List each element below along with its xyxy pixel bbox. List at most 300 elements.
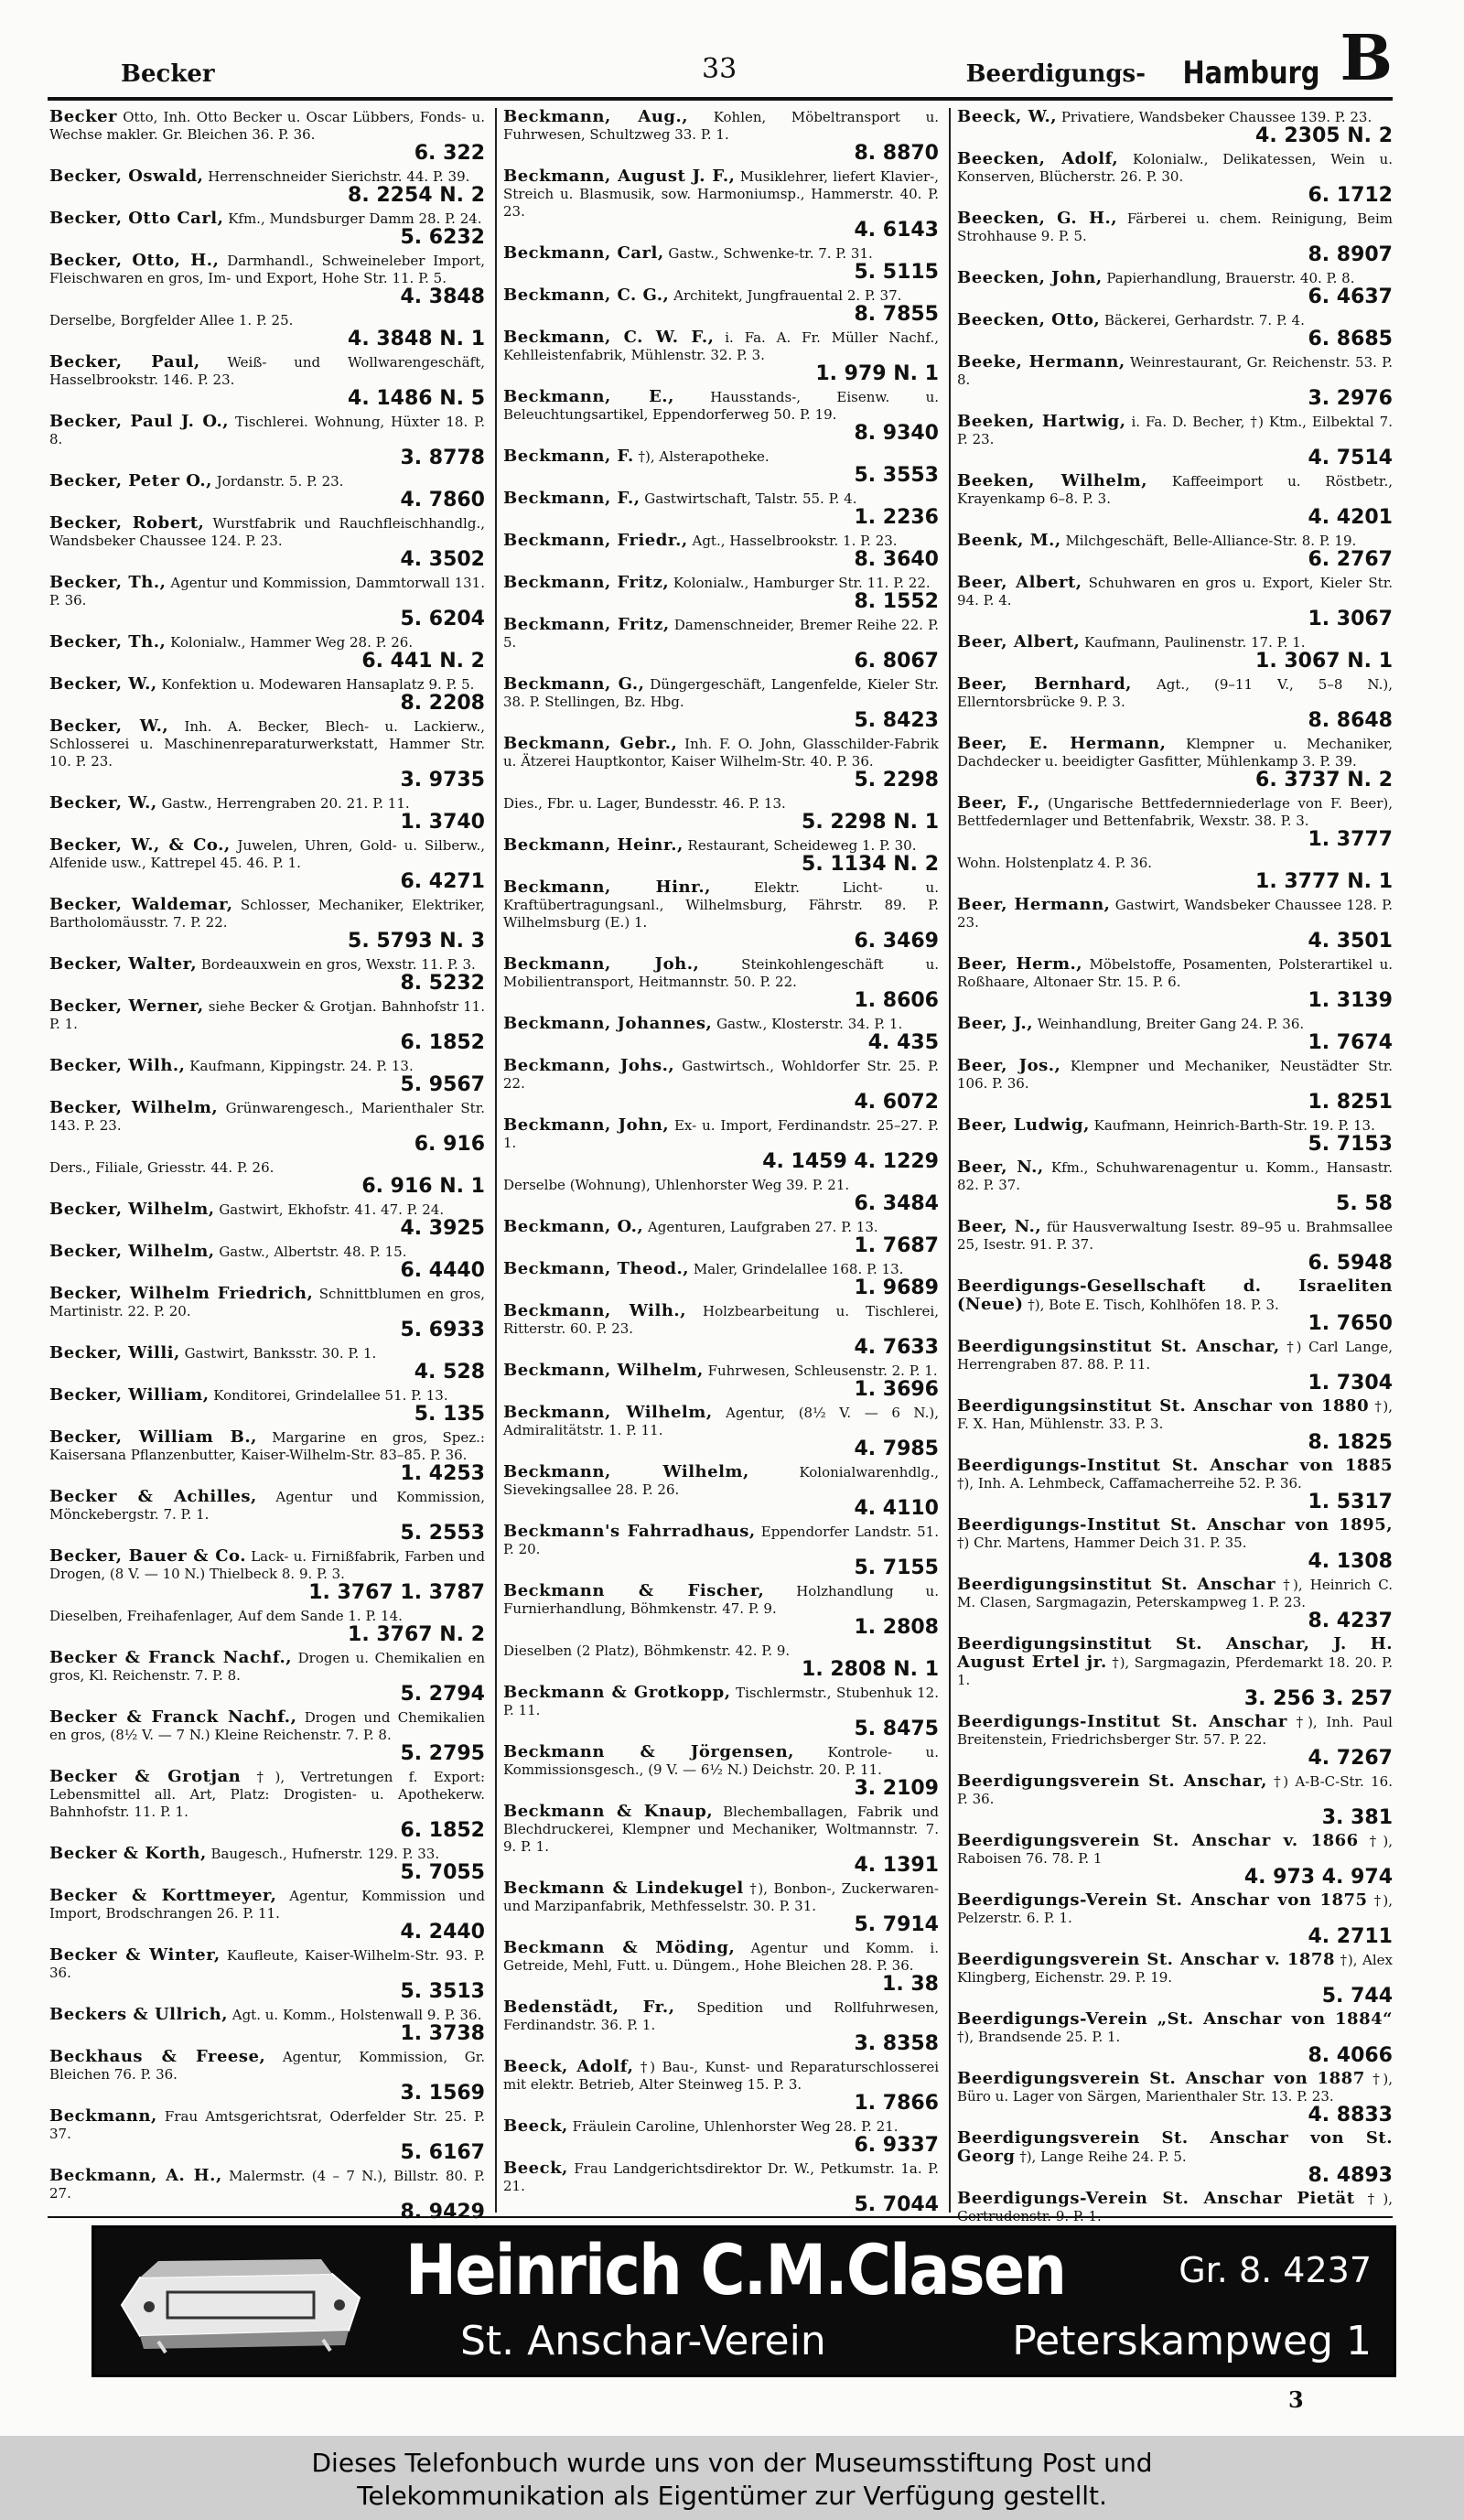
entry-phone-number: 1. 7687 [854, 1234, 939, 1257]
entry-name: Beer, Albert, [957, 632, 1081, 652]
directory-entry [48, 896, 485, 952]
entry-name: Beecken, John, [957, 268, 1103, 287]
entry-details: Restaurant, Scheideweg 1. P. 30. [687, 837, 917, 854]
entry-details: Wurstfabrik und Rauchfleischhandlg., Wandsbeker Chaussee 124. P. 23. [49, 515, 485, 549]
entry-name: Beckmann, Johannes, [503, 1014, 713, 1033]
directory-entry [501, 167, 939, 241]
entry-name: Beckmann, Aug., [503, 107, 689, 126]
entry-name: Beckmann, Heinr., [503, 835, 684, 855]
entry-name: Beckmann, August J. F., [503, 167, 736, 186]
directory-entry [48, 353, 485, 409]
entry-details: Weiß- und Wollwarengeschäft, Hasselbrookstr. 146. P. 23. [49, 354, 485, 388]
entry-details: Hausstands-, Eisenw. u. Beleuchtungsartikel, Eppendorferweg 50. P. 19. [503, 389, 939, 423]
entry-name: Becker, William, [49, 1385, 210, 1405]
directory-entry [955, 1713, 1393, 1769]
entry-phone-number: 1. 3139 [1308, 989, 1393, 1012]
entry-name: Beckmann, C. G., [503, 285, 670, 305]
entry-details: i. Fa. D. Becher, †) Ktm., Eilbektal 7. P. 23. [957, 414, 1393, 447]
entry-phone-number: 4. 4201 [1308, 506, 1393, 529]
directory-entry [501, 836, 939, 875]
entry-details: †) Carl Lange, Herrengraben 87. 88. P. 11. [957, 1339, 1393, 1373]
directory-entry [501, 1463, 939, 1519]
directory-entry [955, 735, 1393, 791]
entry-name: Beerdigungsinstitut St. Anschar von 1880 [957, 1396, 1370, 1416]
entry-name: Beenk, M., [957, 531, 1061, 550]
entry-name: Beer, Ludwig, [957, 1115, 1090, 1135]
entry-name: Becker, W., [49, 674, 157, 694]
entry-details: Agenturen, Laufgraben 27. P. 13. [647, 1219, 878, 1235]
entry-details: für Hausverwaltung Isestr. 89–95 u. Brahmsallee 25, Isestr. 91. P. 37. [957, 1219, 1393, 1253]
entry-phone-number: 8. 3640 [854, 548, 939, 571]
entry-name: Beerdigungsinstitut St. Anschar [957, 1575, 1276, 1594]
entry-phone-number: 4. 3501 [1308, 930, 1393, 953]
directory-entry [501, 955, 939, 1011]
entry-details: †), Raboisen 76. 78. P. 1 [957, 1833, 1393, 1867]
entry-phone-number: 4. 2711 [1308, 1925, 1393, 1948]
entry-phone-number: 4. 6143 [854, 219, 939, 242]
directory-entry [501, 244, 939, 283]
entry-name: Beerdigungs-Verein St. Anschar von 1875 [957, 1890, 1368, 1910]
entry-details: Agentur, (8½ V. — 6 N.), Admiralitätstr. 1. P. 11. [503, 1405, 939, 1438]
entry-name: Becker, Wilhelm, [49, 1242, 215, 1261]
entry-details: Düngergeschäft, Langenfelde, Kieler Str. 38. P. Stellingen, Bz. Hbg. [503, 676, 939, 710]
directory-column-1 [48, 107, 486, 2224]
entry-name: Beckmann & Möding, [503, 1938, 736, 1957]
entry-name: Becker, Oswald, [49, 167, 204, 186]
entry-details: Kontrole- u. Kommissionsgesch., (9 V. — 6½ N.) Deichstr. 20. P. 11. [503, 1744, 939, 1778]
entry-details: †), Heinrich C. M. Clasen, Sargmagazin, Peterskampweg 1. P. 23. [957, 1577, 1393, 1610]
entry-phone-number: 4. 8833 [1308, 2104, 1393, 2127]
directory-entry [955, 1635, 1393, 1709]
advertisement-banner [92, 2225, 1396, 2377]
entry-details: Schlosser, Mechaniker, Elektriker, Bartholomäusstr. 7. P. 22. [49, 897, 485, 931]
entry-details: Steinkohlengeschäft u. Mobilientransport, Heitmannstr. 50. P. 22. [503, 956, 939, 990]
entry-phone-number: 1. 38 [882, 1973, 939, 1996]
entry-phone-number: 5. 5793 N. 3 [348, 930, 485, 953]
directory-entry [501, 1404, 939, 1459]
entry-name: Beer, Herm., [957, 954, 1083, 974]
entry-details: Kolonialw., Delikatessen, Wein u. Konserven, Blücherstr. 26. P. 30. [957, 151, 1393, 185]
directory-entry [501, 1743, 939, 1799]
entry-phone-number: 1. 3767 N. 2 [348, 1623, 485, 1646]
entry-phone-number: 5. 2298 N. 1 [802, 811, 939, 834]
entry-details: Dies., Fbr. u. Lager, Bundesstr. 46. P. 13. [503, 795, 786, 812]
ad-address: Peterskampweg 1 [1012, 2318, 1372, 2364]
entry-details: Agt., (9–11 V., 5–8 N.), Ellerntorsbrücke 9. P. 3. [957, 676, 1393, 710]
entry-phone-number: 1. 7650 [1308, 1312, 1393, 1335]
directory-entry [501, 1015, 939, 1053]
entry-name: Beer, Hermann, [957, 895, 1111, 914]
entry-details: Weinrestaurant, Gr. Reichenstr. 53. P. 8. [957, 354, 1393, 388]
entry-name: Beer, N., [957, 1158, 1044, 1177]
entry-phone-number: 8. 4893 [1308, 2164, 1393, 2187]
directory-entry [48, 2107, 485, 2163]
entry-phone-number: 8. 8870 [854, 142, 939, 165]
entry-phone-number: 5. 6232 [400, 226, 485, 249]
entry-phone-number: 6. 9337 [854, 2134, 939, 2157]
entry-phone-number: 1. 3738 [400, 2022, 485, 2045]
directory-entry [48, 2048, 485, 2104]
entry-details: Maler, Grindelallee 168. P. 13. [693, 1261, 904, 1277]
directory-entry [955, 574, 1393, 630]
directory-entry [48, 1201, 485, 1239]
entry-phone-number: 1. 3067 [1308, 608, 1393, 630]
entry-details: †), Inh. A. Lehmbeck, Caffamacherreihe 52. P. 36. [957, 1475, 1302, 1492]
entry-name: Beckmann, [49, 2106, 157, 2126]
entry-details: Elektr. Licht- u. Kraftübertragungsanl., Wilhelmsburg, Fährstr. 89. P. Wilhelmsburg (E.) 1. [503, 879, 939, 931]
directory-entry [501, 1116, 939, 1172]
directory-entry [955, 1576, 1393, 1632]
entry-details: †), Bonbon-, Zuckerwaren- und Marzipanfabrik, Methfesselstr. 30. P. 31. [503, 1880, 939, 1914]
entry-details: Privatiere, Wandsbeker Chaussee 139. P. 23. [1060, 109, 1372, 125]
entry-phone-number: 5. 9567 [400, 1073, 485, 1096]
entry-name: Beckmann, C. W. F., [503, 328, 715, 347]
entry-details: Derselbe (Wohnung), Uhlenhorster Weg 39. P. 21. [503, 1177, 850, 1193]
entry-phone-number: 5. 135 [414, 1403, 485, 1426]
entry-name: Beerdigungsverein St. Anschar von St. Georg [957, 2128, 1393, 2166]
directory-entry [955, 1457, 1393, 1513]
entry-phone-number: 5. 3513 [400, 1980, 485, 2003]
entry-details: Kolonialw., Hamburger Str. 11. P. 22. [673, 575, 931, 591]
directory-entry [48, 1547, 485, 1603]
directory-entry [501, 2159, 939, 2215]
entry-name: Becker, Paul J. O., [49, 412, 230, 431]
directory-entry [955, 1015, 1393, 1053]
entry-phone-number: 5. 8475 [854, 1718, 939, 1740]
entry-phone-number: 4. 7267 [1308, 1747, 1393, 1770]
entry-phone-number: 3. 9735 [400, 769, 485, 792]
entry-details: Ders., Filiale, Griesstr. 44. P. 26. [49, 1159, 274, 1176]
entry-name: Beecken, G. H., [957, 209, 1118, 228]
header-city: Hamburg [1181, 55, 1319, 92]
entry-name: Beer, F., [957, 793, 1040, 813]
entry-phone-number: 3. 2976 [1308, 387, 1393, 410]
entry-phone-number: 6. 1852 [400, 1031, 485, 1054]
entry-phone-number: 5. 8423 [854, 709, 939, 732]
directory-entry [955, 1516, 1393, 1572]
entry-details: Gastw., Klosterstr. 34. P. 1. [716, 1016, 903, 1032]
entry-name: Beckmann, A. H., [49, 2166, 222, 2185]
entry-name: Beer, E. Hermann, [957, 734, 1167, 753]
directory-columns [48, 107, 1394, 2224]
entry-name: Becker & Achilles, [49, 1487, 257, 1506]
entry-phone-number: 4. 973 4. 974 [1243, 1866, 1393, 1889]
entry-name: Beer, N., [957, 1217, 1042, 1236]
entry-details: siehe Becker & Grotjan. Bahnhofstr 11. P. 1. [49, 998, 485, 1032]
entry-details: Tischlermstr., Stubenhuk 12. P. 11. [503, 1685, 939, 1718]
entry-details: Damenschneider, Bremer Reihe 22. P. 5. [503, 617, 939, 651]
entry-details: Bäckerei, Gerhardstr. 7. P. 4. [1103, 312, 1305, 328]
footer-line-1: Dieses Telefonbuch wurde uns von der Museumsstiftung Post und [311, 2448, 1153, 2478]
entry-name: Beer, Bernhard, [957, 674, 1132, 694]
entry-name: Beckmann, Wilhelm, [503, 1361, 704, 1380]
directory-entry [501, 675, 939, 731]
entry-phone-number: 5. 2298 [854, 769, 939, 792]
entry-phone-number: 4. 1308 [1308, 1550, 1393, 1573]
entry-details: (Ungarische Bettfedernniederlage von F. Beer), Bettfedernlager und Bettenfabrik, Wexstr. 38. P. 3. [957, 795, 1393, 829]
entry-name: Becker, W., [49, 716, 169, 736]
entry-phone-number: 1. 2236 [854, 506, 939, 529]
entry-name: Beer, Albert, [957, 573, 1082, 592]
entry-phone-number: 5. 7914 [854, 1913, 939, 1936]
directory-entry [48, 955, 485, 994]
entry-details: †), Gertrudenstr. 9. P. 1. [957, 2191, 1393, 2224]
footer-line-2: Telekommunikation als Eigentümer zur Verfügung gestellt. [357, 2481, 1107, 2511]
directory-entry [48, 1285, 485, 1341]
entry-name: Becker, Wilh., [49, 1056, 186, 1075]
directory-entry [955, 1277, 1393, 1334]
entry-phone-number: 8. 8648 [1308, 709, 1393, 732]
entry-name: Beckmann, Gebr., [503, 734, 678, 753]
entry-name: Beckmann, Joh., [503, 954, 700, 974]
entry-details: Lack- u. Firnißfabrik, Farben und Drogen, (8 V. — 10 N.) Thielbeck 8. 9. P. 3. [49, 1548, 485, 1582]
directory-entry [501, 1523, 939, 1578]
entry-details: †), Bote E. Tisch, Kohlhöfen 18. P. 3. [1028, 1297, 1279, 1313]
entry-details: Drogen und Chemikalien en gros, (8½ V. — 7 N.) Kleine Reichenstr. 7. P. 8. [49, 1709, 486, 1743]
entry-name: Beerdigungs-Verein „St. Anschar von 1884“ [957, 2009, 1393, 2029]
directory-entry [955, 1891, 1393, 1947]
entry-phone-number: 1. 8251 [1308, 1091, 1393, 1114]
entry-details: Jordanstr. 5. P. 23. [216, 473, 344, 490]
entry-name: Beckmann & Jörgensen, [503, 1742, 794, 1761]
entry-phone-number: 1. 3740 [400, 811, 485, 834]
entry-details: Gastwirt, Banksstr. 30. P. 1. [184, 1345, 377, 1362]
directory-entry [955, 311, 1393, 350]
entry-details: †) Bau-, Kunst- und Reparaturschlosserei mit elektr. Betrieb, Alter Steinweg 15. P. 3. [503, 2059, 939, 2093]
directory-entry [955, 955, 1393, 1011]
entry-details: Papierhandlung, Brauerstr. 40. P. 8. [1106, 270, 1355, 286]
entry-name: Becker, Paul, [49, 352, 200, 372]
directory-entry [48, 1649, 485, 1705]
entry-phone-number: 5. 6933 [400, 1319, 485, 1341]
directory-entry [501, 1642, 939, 1680]
entry-phone-number: 8. 2208 [400, 692, 485, 715]
entry-details: Kolonialwarenhdlg., Sievekingsallee 28. P. 26. [503, 1464, 939, 1498]
directory-entry [955, 413, 1393, 468]
directory-entry [501, 616, 939, 672]
directory-entry [955, 854, 1393, 892]
entry-details: Konditorei, Grindelallee 51. P. 13. [213, 1387, 448, 1404]
entry-name: Becker, Willi, [49, 1343, 180, 1362]
entry-details: Frau Landgerichtsdirektor Dr. W., Petkumstr. 1a. P. 21. [503, 2160, 939, 2194]
entry-name: Beeck, Adolf, [503, 2057, 634, 2076]
directory-entry [955, 1951, 1393, 2007]
directory-entry [955, 2129, 1393, 2186]
entry-details: †) A-B-C-Str. 16. P. 36. [957, 1773, 1393, 1807]
entry-phone-number: 6. 1712 [1308, 184, 1393, 207]
entry-phone-number: 8. 4066 [1308, 2044, 1393, 2067]
entry-details: Darmhandl., Schweineleber Import, Fleischwaren en gros, Im- und Export, Hohe Str. 11. P. 5. [49, 253, 485, 286]
directory-entry [48, 1845, 485, 1883]
entry-details: †), Vertretungen f. Export: Lebensmittel all. Art, Platz: Drogisten- u. Apothekerw. Bahnhofstr. 11. P. 1. [49, 1769, 485, 1820]
directory-entry [955, 2070, 1393, 2126]
entry-details: †), Sargmagazin, Pferdemarkt 18. 20. P. 1. [957, 1654, 1393, 1688]
entry-details: Drogen u. Chemikalien en gros, Kl. Reichenstr. 7. P. 8. [49, 1650, 485, 1684]
entry-name: Beerdigungs-Institut St. Anschar [957, 1712, 1287, 1731]
directory-entry [48, 1158, 485, 1197]
entry-name: Beerdigungsverein St. Anschar v. 1866 [957, 1831, 1359, 1850]
entry-phone-number: 4. 3848 N. 1 [348, 328, 485, 350]
entry-details: Agentur und Kommission, Dammtorwall 131. P. 36. [49, 575, 485, 608]
directory-entry [48, 1099, 485, 1155]
entry-name: Beerdigungsverein St. Anschar von 1887 [957, 2069, 1365, 2088]
entry-phone-number: 6. 4440 [400, 1259, 485, 1282]
directory-entry [955, 2010, 1393, 2066]
directory-entry [48, 472, 485, 511]
entry-name: Beer, J., [957, 1014, 1033, 1033]
header-running-head-left: Becker [121, 60, 215, 88]
entry-name: Becker & Korth, [49, 1844, 207, 1863]
directory-entry [955, 1057, 1393, 1113]
directory-entry [955, 1832, 1393, 1888]
entry-details: Kohlen, Möbeltransport u. Fuhrwesen, Schultzweg 33. P. 1. [503, 109, 939, 143]
directory-entry [955, 1338, 1393, 1394]
directory-entry [501, 1218, 939, 1256]
directory-entry [955, 1397, 1393, 1453]
directory-entry [501, 388, 939, 444]
entry-details: Grünwarengesch., Marienthaler Str. 143. P. 23. [49, 1100, 485, 1134]
entry-phone-number: 4. 435 [867, 1031, 939, 1054]
directory-entry [955, 108, 1393, 146]
directory-entry [48, 574, 485, 630]
directory-entry [501, 1684, 939, 1739]
entry-phone-number: 6. 1852 [400, 1819, 485, 1842]
entry-details: i. Fa. A. Fr. Müller Nachf., Kehlleistenfabrik, Mühlenstr. 32. P. 3. [503, 329, 939, 363]
ad-phone-number: Gr. 8. 4237 [1179, 2250, 1372, 2290]
entry-details: Gastw., Schwenke-tr. 7. P. 31. [668, 245, 873, 262]
entry-phone-number: 6. 4271 [400, 870, 485, 893]
entry-phone-number: 4. 1391 [854, 1854, 939, 1877]
entry-phone-number: 5. 7055 [400, 1861, 485, 1884]
entry-phone-number: 8. 1825 [1308, 1431, 1393, 1454]
entry-name: Beckhaus & Freese, [49, 2047, 266, 2066]
entry-name: Becker, Bauer & Co. [49, 1546, 247, 1566]
directory-entry [48, 2006, 485, 2044]
directory-entry [48, 167, 485, 206]
entry-phone-number: 5. 3553 [854, 464, 939, 487]
entry-details: Fräulein Caroline, Uhlenhorster Weg 28. P. 21. [572, 2118, 899, 2135]
entry-details: Architekt, Jungfrauental 2. P. 37. [673, 287, 902, 304]
entry-phone-number: 6. 322 [414, 142, 485, 165]
directory-entry [48, 108, 485, 164]
footer-text [0, 2447, 1464, 2513]
entry-phone-number: 4. 1459 4. 1229 [762, 1150, 939, 1173]
entry-details: Kaufmann, Paulinenstr. 17. P. 1. [1084, 634, 1306, 651]
entry-phone-number: 4. 7633 [854, 1336, 939, 1359]
entry-name: Beeck, [503, 2159, 568, 2178]
directory-entry [955, 633, 1393, 672]
entry-name: Beerdigungs-Verein St. Anschar Pietät [957, 2189, 1355, 2208]
entry-name: Beerdigungsinstitut St. Anschar, J. H. August Ertel jr. [957, 1634, 1393, 1672]
entry-details: Kaffeeimport u. Röstbetr., Krayenkamp 6–8. P. 3. [957, 473, 1393, 507]
entry-name: Beckmann, Wilhelm, [503, 1462, 749, 1481]
entry-name: Beckmann, Fritz, [503, 615, 670, 634]
entry-details: †), Alsterapotheke. [638, 448, 770, 465]
entry-phone-number: 1. 2808 N. 1 [802, 1658, 939, 1681]
entry-details: Gastwirt, Wandsbeker Chaussee 128. P. 23. [957, 897, 1393, 931]
directory-entry [48, 311, 485, 350]
entry-name: Becker, Wilhelm, [49, 1098, 219, 1117]
entry-phone-number: 8. 5232 [400, 972, 485, 995]
entry-name: Becker & Grotjan [49, 1767, 242, 1786]
entry-name: Beckmann, John, [503, 1115, 670, 1135]
entry-phone-number: 3. 2109 [854, 1777, 939, 1800]
entry-name: Becker, W., [49, 793, 157, 813]
entry-name: Beckmann, G., [503, 674, 645, 694]
entry-name: Beckmann, Wilh., [503, 1301, 686, 1320]
entry-details: Gastwirt, Ekhofstr. 41. 47. P. 24. [219, 1201, 445, 1218]
directory-entry [48, 633, 485, 672]
directory-entry [48, 1488, 485, 1544]
entry-phone-number: 3. 8778 [400, 447, 485, 469]
entry-details: Klempner und Mechaniker, Neustädter Str. 106. P. 36. [957, 1058, 1393, 1092]
directory-entry [48, 1607, 485, 1645]
entry-phone-number: 5. 6204 [400, 608, 485, 630]
entry-phone-number: 5. 7155 [854, 1556, 939, 1579]
directory-entry [501, 1176, 939, 1214]
directory-entry [501, 1057, 939, 1113]
footer-notice [0, 2436, 1464, 2520]
header-running-head-right: Beerdigungs- [965, 60, 1146, 88]
directory-entry [48, 794, 485, 833]
directory-entry [501, 1260, 939, 1298]
entry-name: Beckmann, Theod., [503, 1259, 690, 1278]
entry-details: Holzbearbeitung u. Tischlerei, Ritterstr. 60. P. 23. [503, 1303, 939, 1337]
entry-name: Becker, Robert, [49, 513, 205, 533]
entry-phone-number: 5. 2553 [400, 1522, 485, 1545]
directory-entry [48, 413, 485, 468]
entry-phone-number: 6. 3737 N. 2 [1255, 769, 1393, 792]
entry-name: Beerdigungsverein St. Anschar v. 1878 [957, 1950, 1335, 1969]
directory-entry [501, 1803, 939, 1876]
entry-phone-number: 4. 7860 [400, 489, 485, 512]
directory-entry [48, 2167, 485, 2223]
entry-details: Kfm., Schuhwarenagentur u. Komm., Hansastr. 82. P. 37. [957, 1159, 1393, 1193]
directory-entry [48, 1386, 485, 1425]
entry-details: Agentur und Kommission, Mönckebergstr. 7. P. 1. [49, 1489, 485, 1523]
entry-phone-number: 4. 4110 [854, 1497, 939, 1520]
directory-entry [501, 447, 939, 486]
entry-name: Beckmann, Carl, [503, 243, 664, 263]
entry-phone-number: 1. 3767 1. 3787 [308, 1581, 485, 1604]
directory-entry [955, 210, 1393, 265]
directory-entry [955, 675, 1393, 731]
entry-name: Becker, Waldemar, [49, 895, 233, 914]
entry-phone-number: 3. 381 [1321, 1806, 1393, 1829]
entry-phone-number: 6. 5948 [1308, 1252, 1393, 1275]
entry-phone-number: 1. 3777 [1308, 828, 1393, 851]
directory-entry [48, 1946, 485, 2002]
entry-name: Becker, Otto, H., [49, 251, 220, 270]
entry-name: Beckmann's Fahrradhaus, [503, 1522, 756, 1541]
entry-phone-number: 1. 4253 [400, 1462, 485, 1485]
entry-phone-number: 1. 7674 [1308, 1031, 1393, 1054]
entry-details: Möbelstoffe, Posamenten, Polsterartikel u. Roßhaare, Altonaer Str. 15. P. 6. [957, 956, 1393, 990]
entry-details: Derselbe, Borgfelder Allee 1. P. 25. [49, 312, 294, 328]
entry-phone-number: 5. 7044 [854, 2193, 939, 2216]
entry-name: Beeken, Hartwig, [957, 412, 1126, 431]
entry-phone-number: 8. 2254 N. 2 [348, 184, 485, 207]
entry-name: Becker & Franck Nachf., [49, 1648, 293, 1667]
entry-name: Beer, Jos., [957, 1056, 1061, 1075]
entry-details: Spedition und Rollfuhrwesen, Ferdinandstr. 36. P. 1. [503, 1999, 939, 2033]
entry-name: Beckmann, F. [503, 447, 634, 466]
entry-name: Becker, Walter, [49, 954, 198, 974]
entry-phone-number: 6. 8685 [1308, 328, 1393, 350]
entry-details: Herrenschneider Sierichstr. 44. P. 39. [208, 168, 470, 185]
entry-name: Beerdigungs-Gesellschaft d. Israeliten (Neue) [957, 1276, 1393, 1314]
entry-phone-number: 1. 9689 [854, 1276, 939, 1299]
